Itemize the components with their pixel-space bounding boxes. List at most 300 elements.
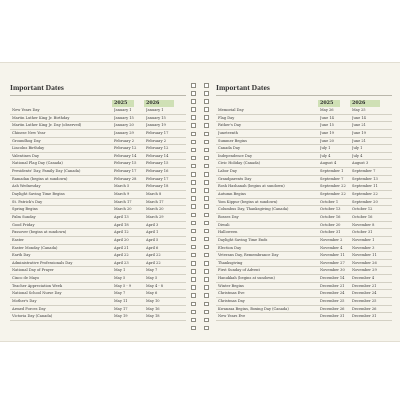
- holiday-name: Armed Forces Day: [12, 306, 46, 311]
- checkbox[interactable]: [204, 132, 209, 137]
- date-2025: May 26: [320, 108, 334, 112]
- table-row: [216, 275, 392, 283]
- date-2026: May 25: [352, 108, 366, 112]
- table-row: [216, 191, 392, 199]
- holiday-name: Teacher Appreciation Week: [12, 283, 63, 288]
- holiday-name: Hanukkah (begins at sundown): [218, 276, 275, 281]
- checkbox[interactable]: [191, 140, 196, 145]
- date-2026: December 4: [352, 276, 375, 281]
- holiday-name: Christmas Eve: [218, 291, 245, 296]
- checkbox[interactable]: [204, 285, 209, 290]
- date-2026: May 5: [146, 276, 158, 281]
- checkbox[interactable]: [204, 115, 209, 120]
- date-2025: April 23: [114, 260, 129, 265]
- date-2025: June 19: [320, 130, 334, 135]
- date-2025: January 20: [114, 123, 134, 128]
- checkbox[interactable]: [191, 310, 196, 315]
- table-row: [216, 222, 392, 230]
- date-2025: December 24: [320, 291, 345, 296]
- table-row: [216, 145, 392, 153]
- year-header-2025: 2025: [112, 100, 134, 107]
- holiday-name: National Day of Prayer: [12, 268, 54, 273]
- date-2026: June 21: [352, 138, 366, 143]
- checkbox[interactable]: [204, 204, 209, 209]
- holiday-name: Chinese New Year: [12, 130, 46, 135]
- holiday-name: Daylight Saving Time Begins: [12, 192, 65, 197]
- table-row: [10, 153, 186, 161]
- date-2026: February 2: [146, 138, 167, 143]
- date-2025: February 14: [114, 153, 137, 158]
- holiday-name: National Flag Day (Canada): [12, 161, 63, 166]
- date-2025: April 22: [114, 253, 129, 258]
- checkbox[interactable]: [191, 148, 196, 153]
- checkbox[interactable]: [191, 213, 196, 218]
- date-2026: October 16: [352, 214, 373, 219]
- date-2026: February 14: [146, 153, 169, 158]
- checkbox[interactable]: [191, 261, 196, 266]
- holiday-name: Martin Luther King Jr. Birthday: [12, 115, 70, 120]
- date-2026: November 29: [352, 268, 377, 273]
- holiday-name: Civic Holiday (Canada): [218, 161, 261, 166]
- checkbox[interactable]: [191, 326, 196, 331]
- date-2025: November 11: [320, 253, 345, 258]
- date-2026: April 22: [146, 260, 161, 265]
- table-row: [216, 199, 392, 207]
- table-row: [10, 160, 186, 168]
- checkbox[interactable]: [191, 132, 196, 137]
- table-row: [216, 229, 392, 237]
- checkbox[interactable]: [204, 140, 209, 145]
- date-2026: September 20: [352, 199, 378, 204]
- table-row: [10, 176, 186, 184]
- date-2025: April 12: [114, 230, 129, 235]
- date-2025: October 16: [320, 214, 341, 219]
- table-row: [10, 191, 186, 199]
- date-2026: December 24: [352, 291, 377, 296]
- checkbox[interactable]: [191, 318, 196, 323]
- holiday-name: Ramadan (begins at sundown): [12, 176, 68, 181]
- checkbox[interactable]: [191, 115, 196, 120]
- column-header: [216, 100, 392, 107]
- checkbox[interactable]: [204, 172, 209, 177]
- date-2026: October 31: [352, 230, 373, 235]
- date-2025: June 20: [320, 138, 334, 143]
- date-2025: December 21: [320, 283, 345, 288]
- holiday-name: Victoria Day (Canada): [12, 314, 53, 319]
- checkbox[interactable]: [204, 293, 209, 298]
- date-2026: February 17: [146, 176, 169, 181]
- date-2025: August 4: [320, 161, 337, 166]
- holiday-name: Groundhog Day: [12, 138, 41, 143]
- date-2025: March 20: [114, 207, 132, 212]
- date-2026: October 12: [352, 207, 373, 212]
- date-2026: November 26: [352, 260, 377, 265]
- table-row: [216, 283, 392, 291]
- checkbox[interactable]: [191, 91, 196, 96]
- date-2026: February 12: [146, 146, 169, 151]
- date-2026: January 1: [146, 108, 164, 112]
- holiday-name: Canada Day: [218, 146, 240, 151]
- date-2026: December 31: [352, 314, 377, 319]
- holiday-name: Diwali: [218, 222, 230, 227]
- date-2026: November 3: [352, 245, 375, 250]
- date-2026: September 13: [352, 176, 378, 181]
- date-2025: November 2: [320, 237, 343, 242]
- holiday-name: Thanksgiving: [218, 260, 243, 265]
- table-row: [10, 107, 186, 115]
- holiday-name: Columbus Day, Thanksgiving (Canada): [218, 207, 289, 212]
- table-row: [10, 122, 186, 130]
- date-2026: November 1: [352, 237, 375, 242]
- date-2025: December 31: [320, 314, 345, 319]
- table-row: [216, 122, 392, 130]
- date-2025: September 7: [320, 176, 344, 181]
- date-2026: July 1: [352, 146, 363, 151]
- holiday-name: Bosses Day: [218, 214, 239, 219]
- holiday-name: New Years Eve: [218, 314, 246, 319]
- date-2025: September 1: [320, 169, 344, 174]
- date-2026: February 15: [146, 161, 169, 166]
- table-row: [10, 214, 186, 222]
- checkbox[interactable]: [191, 99, 196, 104]
- date-2026: December 26: [352, 306, 377, 311]
- date-2026: March 20: [146, 207, 164, 212]
- date-2026: May 10: [146, 299, 160, 304]
- date-2026: June 19: [352, 130, 366, 135]
- holiday-name: Summer Begins: [218, 138, 247, 143]
- year-header-2025: 2025: [318, 100, 340, 107]
- table-row: [10, 313, 186, 321]
- checkbox[interactable]: [204, 164, 209, 169]
- table-row: [10, 290, 186, 298]
- checkbox[interactable]: [204, 188, 209, 193]
- holiday-name: Christmas Day: [218, 299, 245, 304]
- date-2026: May 6: [146, 291, 158, 296]
- holiday-name: Independence Day: [218, 153, 252, 158]
- page-title: Important Dates: [10, 83, 186, 96]
- date-2025: January 1: [114, 108, 132, 112]
- date-2025: October 20: [320, 222, 341, 227]
- date-2025: May 1: [114, 268, 126, 273]
- dates-table: [216, 107, 392, 321]
- checkbox[interactable]: [204, 107, 209, 112]
- date-2026: April 3: [146, 222, 159, 227]
- year-header-2026: 2026: [144, 100, 174, 107]
- table-row: [216, 237, 392, 245]
- date-2026: January 19: [146, 123, 166, 128]
- holiday-name: Juneteenth: [218, 130, 238, 135]
- checkbox[interactable]: [191, 253, 196, 258]
- holiday-name: New Years Day: [12, 108, 40, 112]
- holiday-name: Grandparents Day: [218, 176, 252, 181]
- holiday-name: Passover (begins at sundown): [12, 230, 67, 235]
- date-2025: December 26: [320, 306, 345, 311]
- checkbox[interactable]: [204, 213, 209, 218]
- holiday-name: Good Friday: [12, 222, 35, 227]
- checkbox-column-right: [204, 83, 210, 334]
- table-row: [10, 199, 186, 207]
- date-2025: January 15: [114, 115, 134, 120]
- checkbox[interactable]: [191, 293, 196, 298]
- holiday-name: Spring Begins: [12, 207, 38, 212]
- date-2025: December 25: [320, 299, 345, 304]
- table-row: [10, 306, 186, 314]
- date-2025: May 7: [114, 291, 126, 296]
- date-2025: November 30: [320, 268, 345, 273]
- date-2025: May 19: [114, 314, 128, 319]
- checkbox[interactable]: [191, 107, 196, 112]
- table-row: [10, 229, 186, 237]
- checkbox[interactable]: [204, 302, 209, 307]
- checkbox[interactable]: [204, 237, 209, 242]
- date-2026: April 6: [146, 245, 159, 250]
- table-row: [216, 160, 392, 168]
- table-row: [10, 252, 186, 260]
- holiday-name: First Sunday of Advent: [218, 268, 260, 273]
- date-2026: June 21: [352, 123, 366, 128]
- table-row: [216, 306, 392, 314]
- holiday-name: Martin Luther King Jr. Day (observed): [12, 123, 82, 128]
- holiday-name: Yom Kippur (begins at sundown): [218, 199, 278, 204]
- date-2025: February 28: [114, 176, 137, 181]
- checkbox[interactable]: [191, 83, 196, 88]
- left-page: [10, 83, 186, 321]
- date-2025: March 17: [114, 199, 132, 204]
- table-row: [10, 130, 186, 138]
- date-2025: March 9: [114, 192, 130, 197]
- table-row: [216, 245, 392, 253]
- checkbox[interactable]: [204, 245, 209, 250]
- checkbox[interactable]: [204, 277, 209, 282]
- date-2025: June 15: [320, 123, 334, 128]
- date-2025: April 21: [114, 245, 129, 250]
- date-2025: November 4: [320, 245, 343, 250]
- date-2025: January 29: [114, 130, 134, 135]
- checkbox[interactable]: [204, 91, 209, 96]
- table-row: [216, 183, 392, 191]
- checkbox[interactable]: [204, 253, 209, 258]
- table-row: [216, 267, 392, 275]
- checkbox[interactable]: [204, 318, 209, 323]
- date-2026: April 22: [146, 253, 161, 258]
- holiday-name: St. Patrick's Day: [12, 199, 43, 204]
- table-row: [216, 138, 392, 146]
- holiday-name: National School Nurse Day: [12, 291, 62, 296]
- date-2026: March 17: [146, 199, 164, 204]
- checkbox[interactable]: [191, 196, 196, 201]
- checkbox[interactable]: [204, 229, 209, 234]
- holiday-name: Easter: [12, 237, 24, 242]
- holiday-name: Father's Day: [218, 123, 242, 128]
- checkbox[interactable]: [191, 188, 196, 193]
- right-page: [216, 83, 392, 321]
- date-2026: April 1: [146, 230, 159, 235]
- date-2026: March 8: [146, 192, 162, 197]
- date-2026: December 25: [352, 299, 377, 304]
- date-2026: December 21: [352, 283, 377, 288]
- date-2026: September 11: [352, 184, 378, 189]
- date-2025: April 20: [114, 237, 129, 242]
- checkbox[interactable]: [204, 156, 209, 161]
- checkbox[interactable]: [191, 277, 196, 282]
- date-2026: September 22: [352, 192, 378, 197]
- holiday-name: Veterans Day, Remembrance Day: [218, 253, 279, 258]
- checkbox-column-left: [191, 83, 197, 334]
- date-2026: February 18: [146, 184, 169, 189]
- date-2026: March 29: [146, 214, 164, 219]
- table-row: [10, 222, 186, 230]
- checkbox[interactable]: [191, 285, 196, 290]
- table-row: [216, 252, 392, 260]
- holiday-name: Presidents' Day, Family Day (Canada): [12, 169, 81, 174]
- date-2025: April 13: [114, 214, 129, 219]
- holiday-name: Earth Day: [12, 253, 31, 258]
- holiday-name: Halloween: [218, 230, 238, 235]
- table-row: [216, 313, 392, 321]
- date-2025: February 12: [114, 146, 137, 151]
- holiday-name: Administrative Professionals Day: [12, 260, 73, 265]
- date-2025: October 13: [320, 207, 341, 212]
- date-2025: March 5: [114, 184, 130, 189]
- date-2026: July 4: [352, 153, 363, 158]
- holiday-name: Labor Day: [218, 169, 237, 174]
- column-header: [10, 100, 186, 107]
- checkbox[interactable]: [204, 326, 209, 331]
- date-2026: September 7: [352, 169, 376, 174]
- planner-spread: [0, 62, 400, 342]
- checkbox[interactable]: [191, 123, 196, 128]
- holiday-name: Winter Begins: [218, 283, 244, 288]
- holiday-name: Palm Sunday: [12, 214, 36, 219]
- date-2025: April 18: [114, 222, 129, 227]
- table-row: [10, 115, 186, 123]
- holiday-name: Rosh Hashanah (begins at sundown): [218, 184, 285, 189]
- date-2026: January 15: [146, 115, 166, 120]
- table-row: [10, 168, 186, 176]
- table-row: [10, 260, 186, 268]
- checkbox[interactable]: [191, 245, 196, 250]
- table-row: [10, 138, 186, 146]
- checkbox[interactable]: [191, 229, 196, 234]
- holiday-name: Lincolns Birthday: [12, 146, 45, 151]
- year-header-2026: 2026: [350, 100, 380, 107]
- table-row: [216, 290, 392, 298]
- table-row: [216, 214, 392, 222]
- checkbox[interactable]: [204, 99, 209, 104]
- checkbox[interactable]: [191, 221, 196, 226]
- page-title: Important Dates: [216, 83, 392, 96]
- date-2025: September 22: [320, 192, 346, 197]
- table-row: [216, 107, 392, 115]
- date-2025: May 11: [114, 299, 128, 304]
- date-2026: May 4 - 8: [146, 283, 164, 288]
- date-2026: August 3: [352, 161, 369, 166]
- date-2025: February 2: [114, 138, 135, 143]
- checkbox[interactable]: [204, 310, 209, 315]
- table-row: [10, 275, 186, 283]
- checkbox[interactable]: [191, 269, 196, 274]
- date-2026: April 5: [146, 237, 159, 242]
- table-row: [216, 130, 392, 138]
- holiday-name: Ash Wednesday: [12, 184, 41, 189]
- table-row: [10, 245, 186, 253]
- table-row: [216, 153, 392, 161]
- checkbox[interactable]: [204, 83, 209, 88]
- table-row: [10, 298, 186, 306]
- table-row: [216, 206, 392, 214]
- date-2025: October 1: [320, 199, 339, 204]
- table-row: [10, 206, 186, 214]
- date-2025: May 17: [114, 306, 128, 311]
- checkbox[interactable]: [191, 180, 196, 185]
- date-2026: May 16: [146, 306, 160, 311]
- date-2025: October 31: [320, 230, 341, 235]
- holiday-name: Kwanzaa Begins, Boxing Day (Canada): [218, 306, 289, 311]
- checkbox[interactable]: [204, 261, 209, 266]
- table-row: [10, 267, 186, 275]
- date-2025: June 14: [320, 115, 334, 120]
- date-2025: July 1: [320, 146, 331, 151]
- checkbox[interactable]: [204, 196, 209, 201]
- date-2026: February 17: [146, 130, 169, 135]
- table-row: [216, 298, 392, 306]
- holiday-name: Valentines Day: [12, 153, 40, 158]
- table-row: [216, 115, 392, 123]
- checkbox[interactable]: [204, 221, 209, 226]
- date-2025: November 27: [320, 260, 345, 265]
- date-2025: February 15: [114, 161, 137, 166]
- holiday-name: Election Day: [218, 245, 242, 250]
- table-row: [216, 168, 392, 176]
- date-2026: June 14: [352, 115, 366, 120]
- date-2025: December 14: [320, 276, 345, 281]
- date-2025: May 5 - 9: [114, 283, 132, 288]
- date-2025: May 5: [114, 276, 126, 281]
- table-row: [216, 260, 392, 268]
- table-row: [10, 283, 186, 291]
- holiday-name: Flag Day: [218, 115, 235, 120]
- checkbox[interactable]: [191, 164, 196, 169]
- checkbox[interactable]: [191, 204, 196, 209]
- checkbox[interactable]: [191, 237, 196, 242]
- holiday-name: Autumn Begins: [218, 192, 246, 197]
- date-2025: September 22: [320, 184, 346, 189]
- checkbox[interactable]: [204, 269, 209, 274]
- table-row: [10, 237, 186, 245]
- table-row: [216, 176, 392, 184]
- date-2025: February 17: [114, 169, 137, 174]
- checkbox[interactable]: [191, 156, 196, 161]
- date-2025: July 4: [320, 153, 331, 158]
- holiday-name: Mother's Day: [12, 299, 37, 304]
- date-2026: May 7: [146, 268, 158, 273]
- table-row: [10, 183, 186, 191]
- date-2026: May 18: [146, 314, 160, 319]
- checkbox[interactable]: [204, 180, 209, 185]
- holiday-name: Daylight Saving Time Ends: [218, 237, 268, 242]
- checkbox[interactable]: [204, 123, 209, 128]
- date-2026: February 16: [146, 169, 169, 174]
- checkbox[interactable]: [204, 148, 209, 153]
- table-row: [10, 145, 186, 153]
- date-2026: November 8: [352, 222, 375, 227]
- date-2026: November 11: [352, 253, 377, 258]
- checkbox[interactable]: [191, 172, 196, 177]
- dates-table: [10, 107, 186, 321]
- checkbox[interactable]: [191, 302, 196, 307]
- holiday-name: Easter Monday (Canada): [12, 245, 58, 250]
- holiday-name: Cinco de Mayo: [12, 276, 40, 281]
